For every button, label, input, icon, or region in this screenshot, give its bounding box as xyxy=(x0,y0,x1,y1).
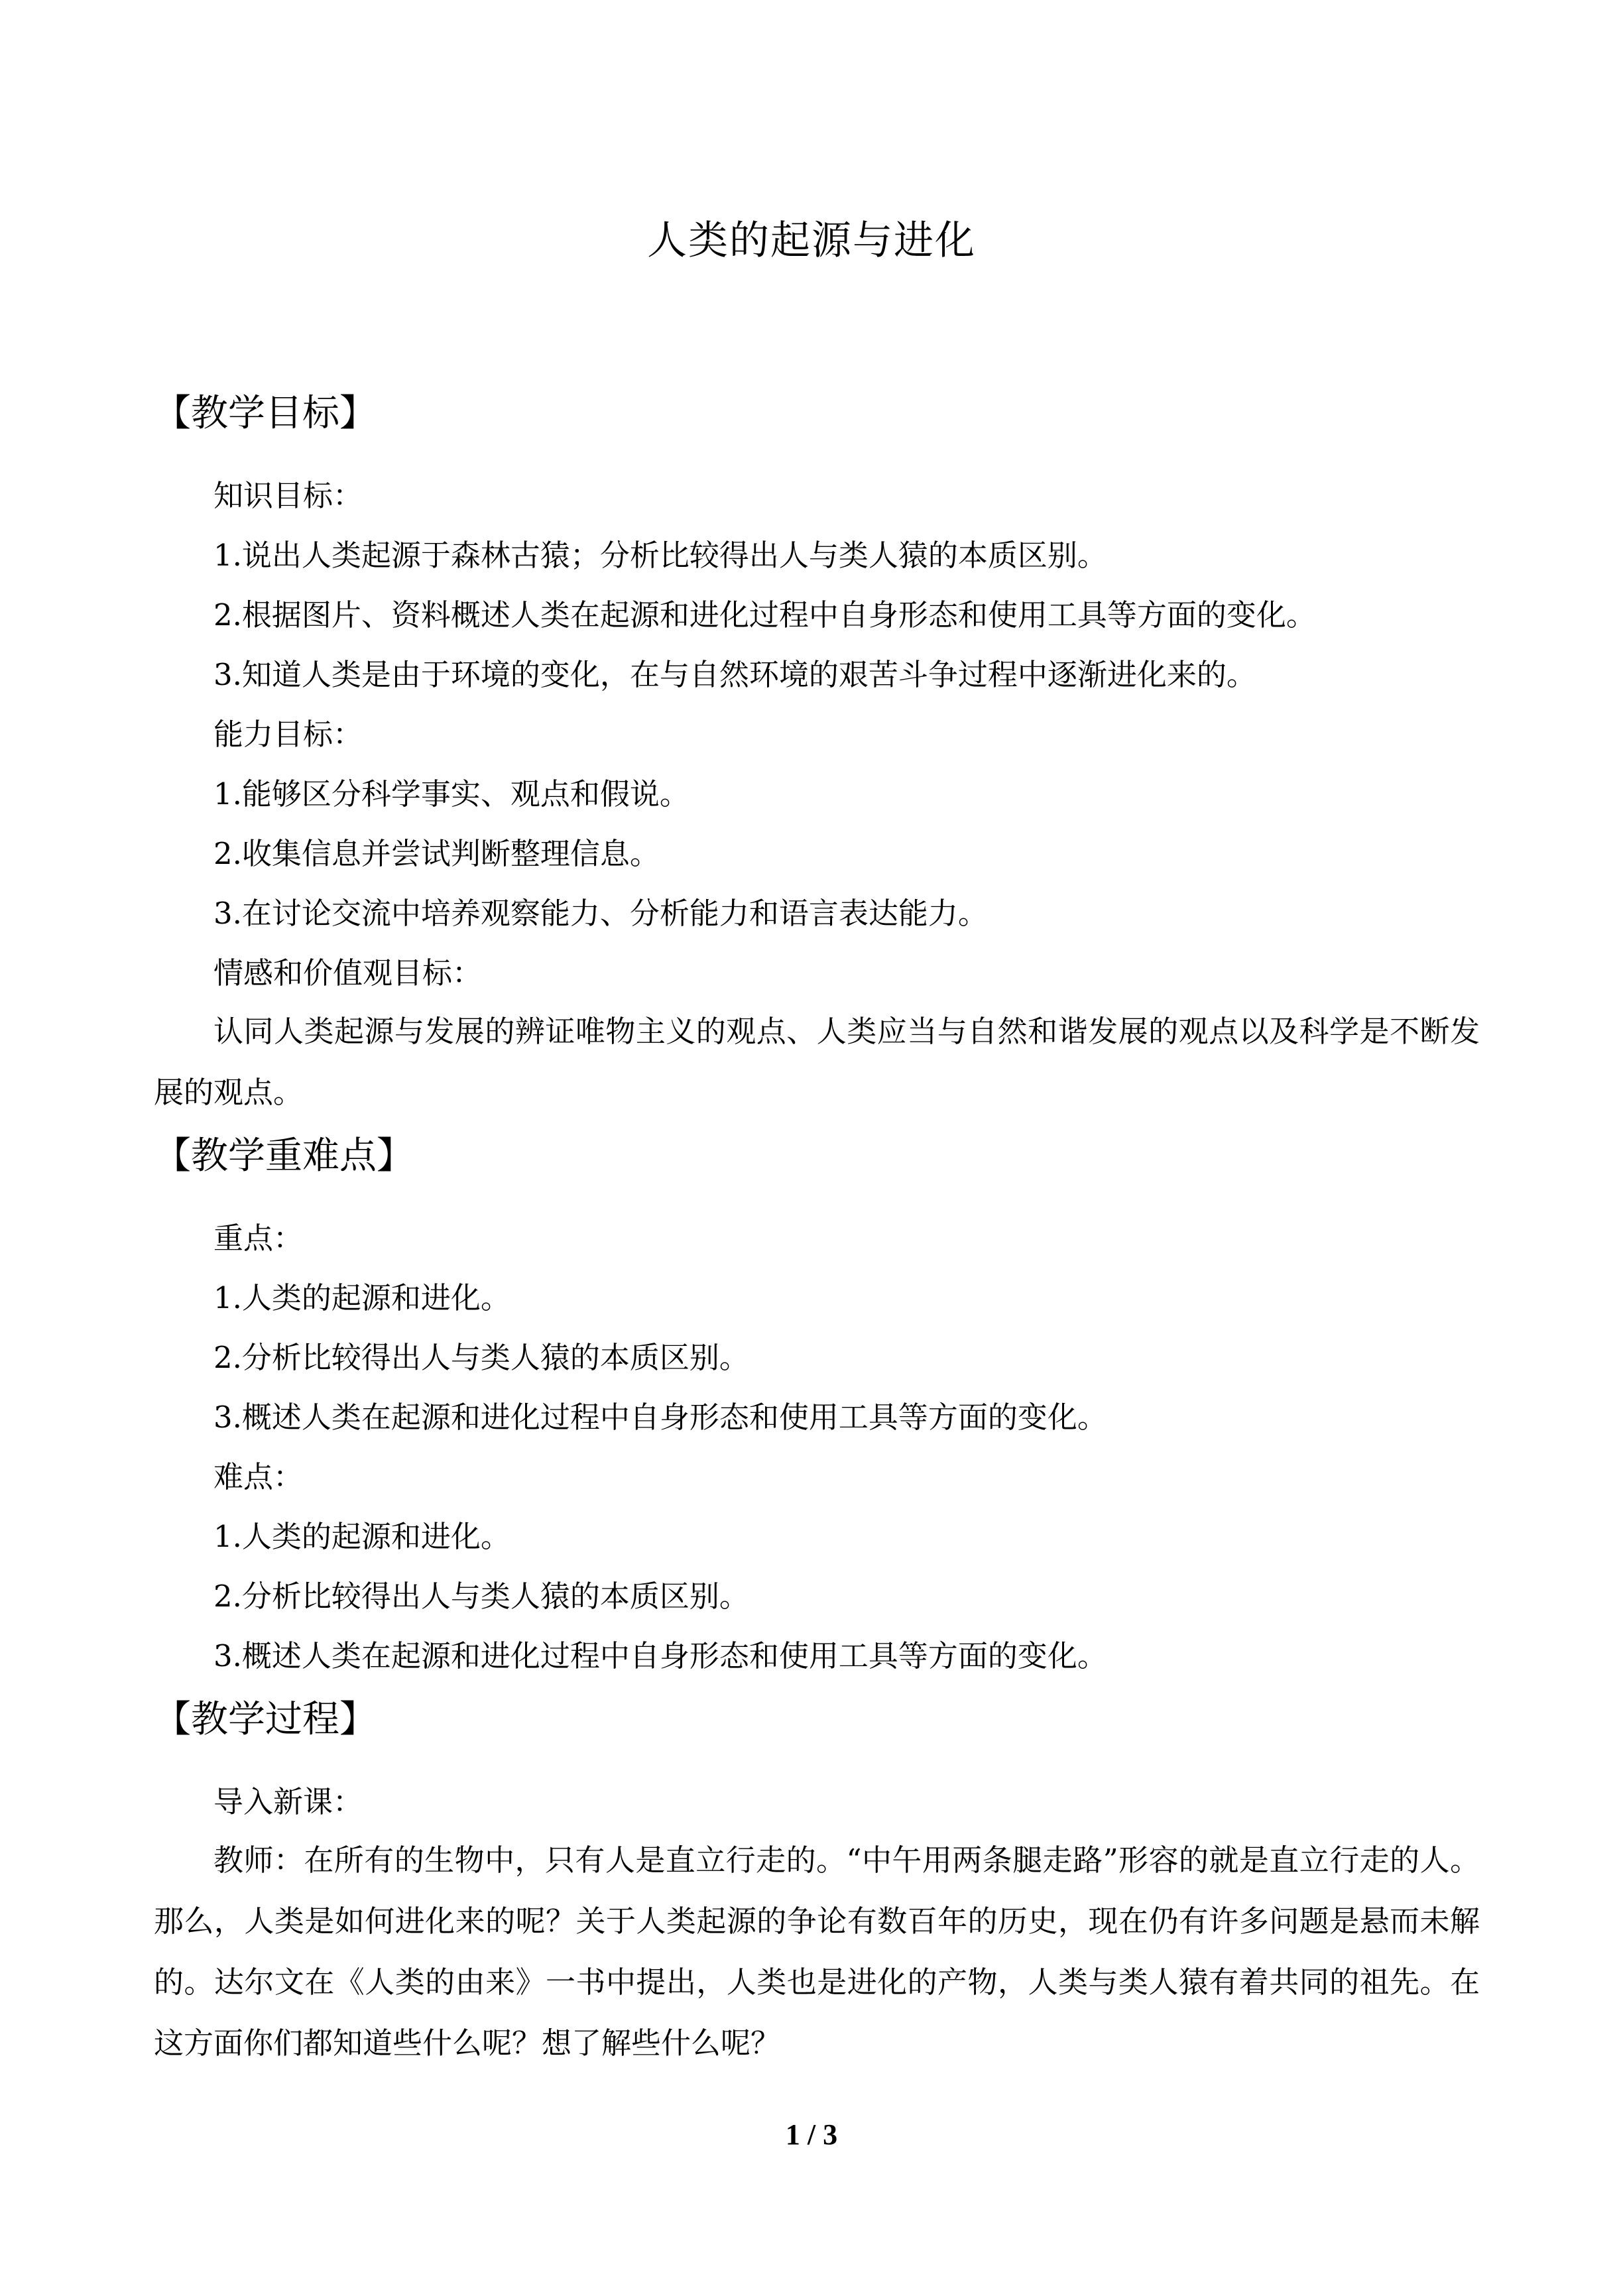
section-heading-key-points: 【教学重难点】 xyxy=(154,1134,414,1178)
ability-item-2: 2.收集信息并尝试判断整理信息。 xyxy=(213,836,660,871)
focus-label: 重点： xyxy=(213,1221,304,1256)
difficulty-item-3: 3.概述人类在起源和进化过程中自身形态和使用工具等方面的变化。 xyxy=(213,1638,1107,1673)
knowledge-objectives-label: 知识目标： xyxy=(213,478,363,513)
emotion-objectives-label: 情感和价值观目标： xyxy=(213,955,483,991)
section-heading-process: 【教学过程】 xyxy=(154,1698,377,1741)
difficulty-item-1: 1.人类的起源和进化。 xyxy=(213,1519,511,1554)
page-number: 1 / 3 xyxy=(785,2118,838,2151)
focus-item-1: 1.人类的起源和进化。 xyxy=(213,1280,511,1315)
knowledge-item-2: 2.根据图片、资料概述人类在起源和进化过程中自身形态和使用工具等方面的变化。 xyxy=(213,597,1316,633)
emotion-objectives-text: 认同人类起源与发展的辨证唯物主义的观点、人类应当与自然和谐发展的观点以及科学是不断发展的观点。 xyxy=(154,1014,1480,1110)
ability-item-1: 1.能够区分科学事实、观点和假说。 xyxy=(213,776,690,812)
page-title: 人类的起源与进化 xyxy=(647,217,976,264)
focus-item-3: 3.概述人类在起源和进化过程中自身形态和使用工具等方面的变化。 xyxy=(213,1400,1107,1435)
intro-paragraph: 教师：在所有的生物中，只有人是直立行走的。“中午用两条腿走路”形容的就是直立行走的人。那么，人类是如何进化来的呢？关于人类起源的争论有数百年的历史，现在仍有许多问题是悬而未解的。达尔文在《人类的由来》一书中提出，人类也是进化的产物，人类与类人猿有着共同的祖先。在这方面你们都知道些什么呢？想了解些什么呢？ xyxy=(154,1843,1480,2061)
intro-label: 导入新课： xyxy=(213,1784,363,1819)
knowledge-item-3: 3.知道人类是由于环境的变化，在与自然环境的艰苦斗争过程中逐渐进化来的。 xyxy=(213,657,1256,692)
difficulty-label: 难点： xyxy=(213,1459,304,1494)
section-heading-objectives: 【教学目标】 xyxy=(154,392,377,435)
ability-item-3: 3.在讨论交流中培养观察能力、分析能力和语言表达能力。 xyxy=(213,896,988,931)
ability-objectives-label: 能力目标： xyxy=(213,717,363,752)
knowledge-item-1: 1.说出人类起源于森林古猿；分析比较得出人与类人猿的本质区别。 xyxy=(213,538,1107,573)
difficulty-item-2: 2.分析比较得出人与类人猿的本质区别。 xyxy=(213,1579,749,1614)
focus-item-2: 2.分析比较得出人与类人猿的本质区别。 xyxy=(213,1340,749,1375)
